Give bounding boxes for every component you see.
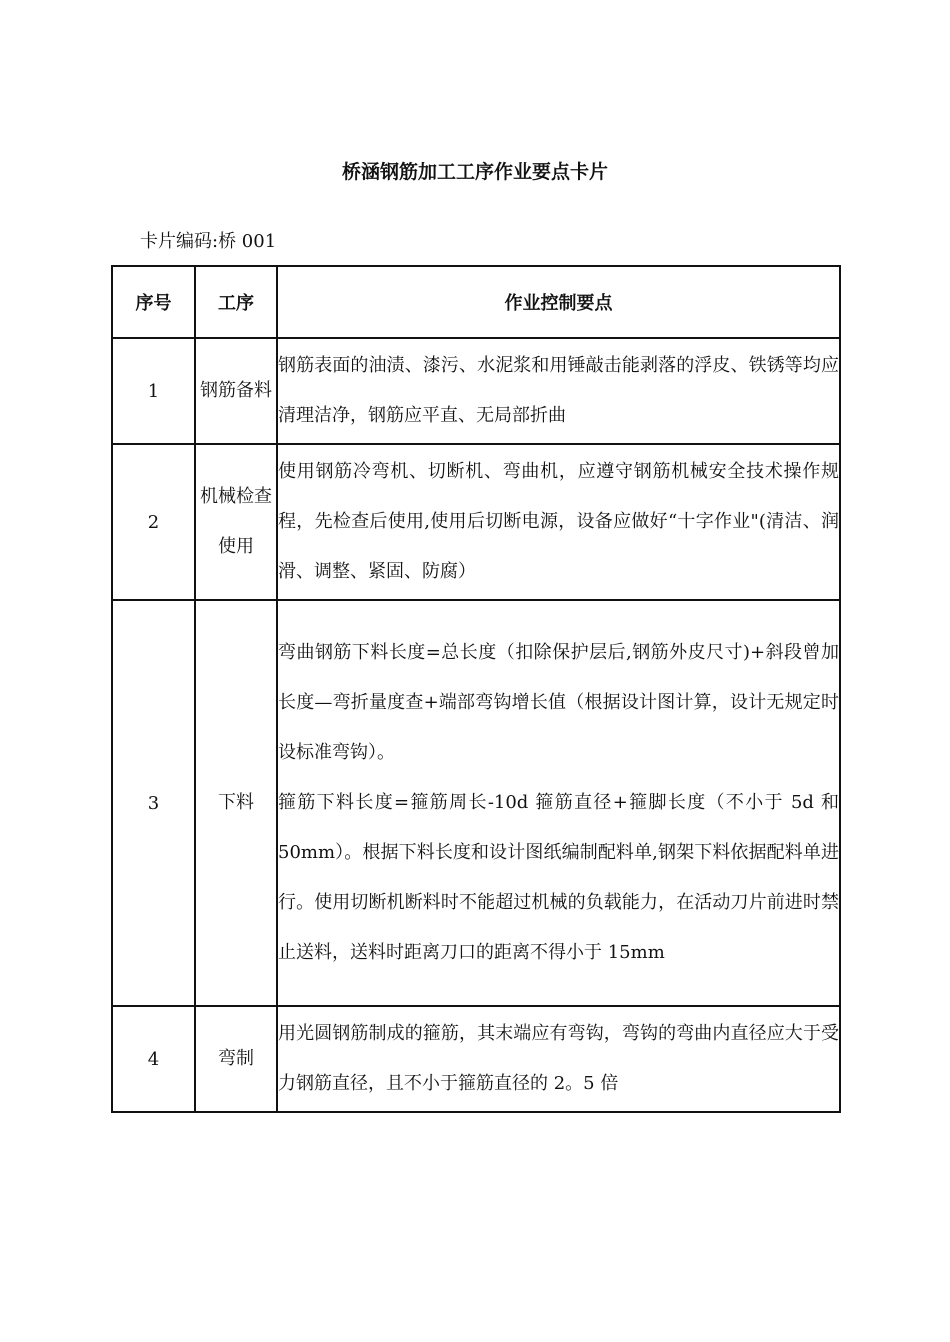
row-point-text: 箍筋下料长度=箍筋周长-10d 箍筋直径+箍脚长度（不小于 5d 和 50mm）。根据下料长度和设计图纸编制配料单,钢架下料依据配料单进行。使用切断机断料时不能超过机械的负载能力，在活动刀片前进时禁止送料，送料时距离刀口的距离不得小于 15mm xyxy=(278,792,839,963)
header-points: 作业控制要点 xyxy=(277,266,840,338)
row-point-text: 弯曲钢筋下料长度=总长度（扣除保护层后,钢筋外皮尺寸)+斜段曾加长度—弯折量度查+端部弯钩增长值（根据设计图计算，设计无规定时设标准弯钩）。 xyxy=(278,642,839,763)
table-row xyxy=(112,600,840,1006)
row-point-text: 使用钢筋冷弯机、切断机、弯曲机，应遵守钢筋机械安全技术操作规程，先检查后使用,使用后切断电源，设备应做好“十字作业"(清洁、润滑、调整、紧固、防腐） xyxy=(278,461,839,582)
row-seq: 3 xyxy=(112,600,195,1006)
table-row xyxy=(112,444,840,600)
row-points xyxy=(277,600,840,1006)
row-process: 弯制 xyxy=(195,1006,277,1112)
header-seq: 序号 xyxy=(112,266,195,338)
row-points xyxy=(277,338,840,444)
table-header-row xyxy=(112,266,840,338)
row-seq: 1 xyxy=(112,338,195,444)
row-seq: 2 xyxy=(112,444,195,600)
row-seq: 4 xyxy=(112,1006,195,1112)
row-process: 下料 xyxy=(195,600,277,1006)
header-process: 工序 xyxy=(195,266,277,338)
row-process: 机械检查使用 xyxy=(195,444,277,600)
row-point-text: 用光圆钢筋制成的箍筋，其末端应有弯钩，弯钩的弯曲内直径应大于受力钢筋直径，且不小于箍筋直径的 2。5 倍 xyxy=(278,1023,839,1094)
process-table xyxy=(111,265,841,1113)
card-code: 卡片编码:桥 001 xyxy=(140,231,277,252)
document-title: 桥涵钢筋加工工序作业要点卡片 xyxy=(341,161,608,183)
row-points xyxy=(277,444,840,600)
row-point-text: 钢筋表面的油渍、漆污、水泥浆和用锤敲击能剥落的浮皮、铁锈等均应清理洁净，钢筋应平直、无局部折曲 xyxy=(278,355,839,426)
table-row xyxy=(112,1006,840,1112)
table-row xyxy=(112,338,840,444)
row-process: 钢筋备料 xyxy=(195,338,277,444)
row-points xyxy=(277,1006,840,1112)
